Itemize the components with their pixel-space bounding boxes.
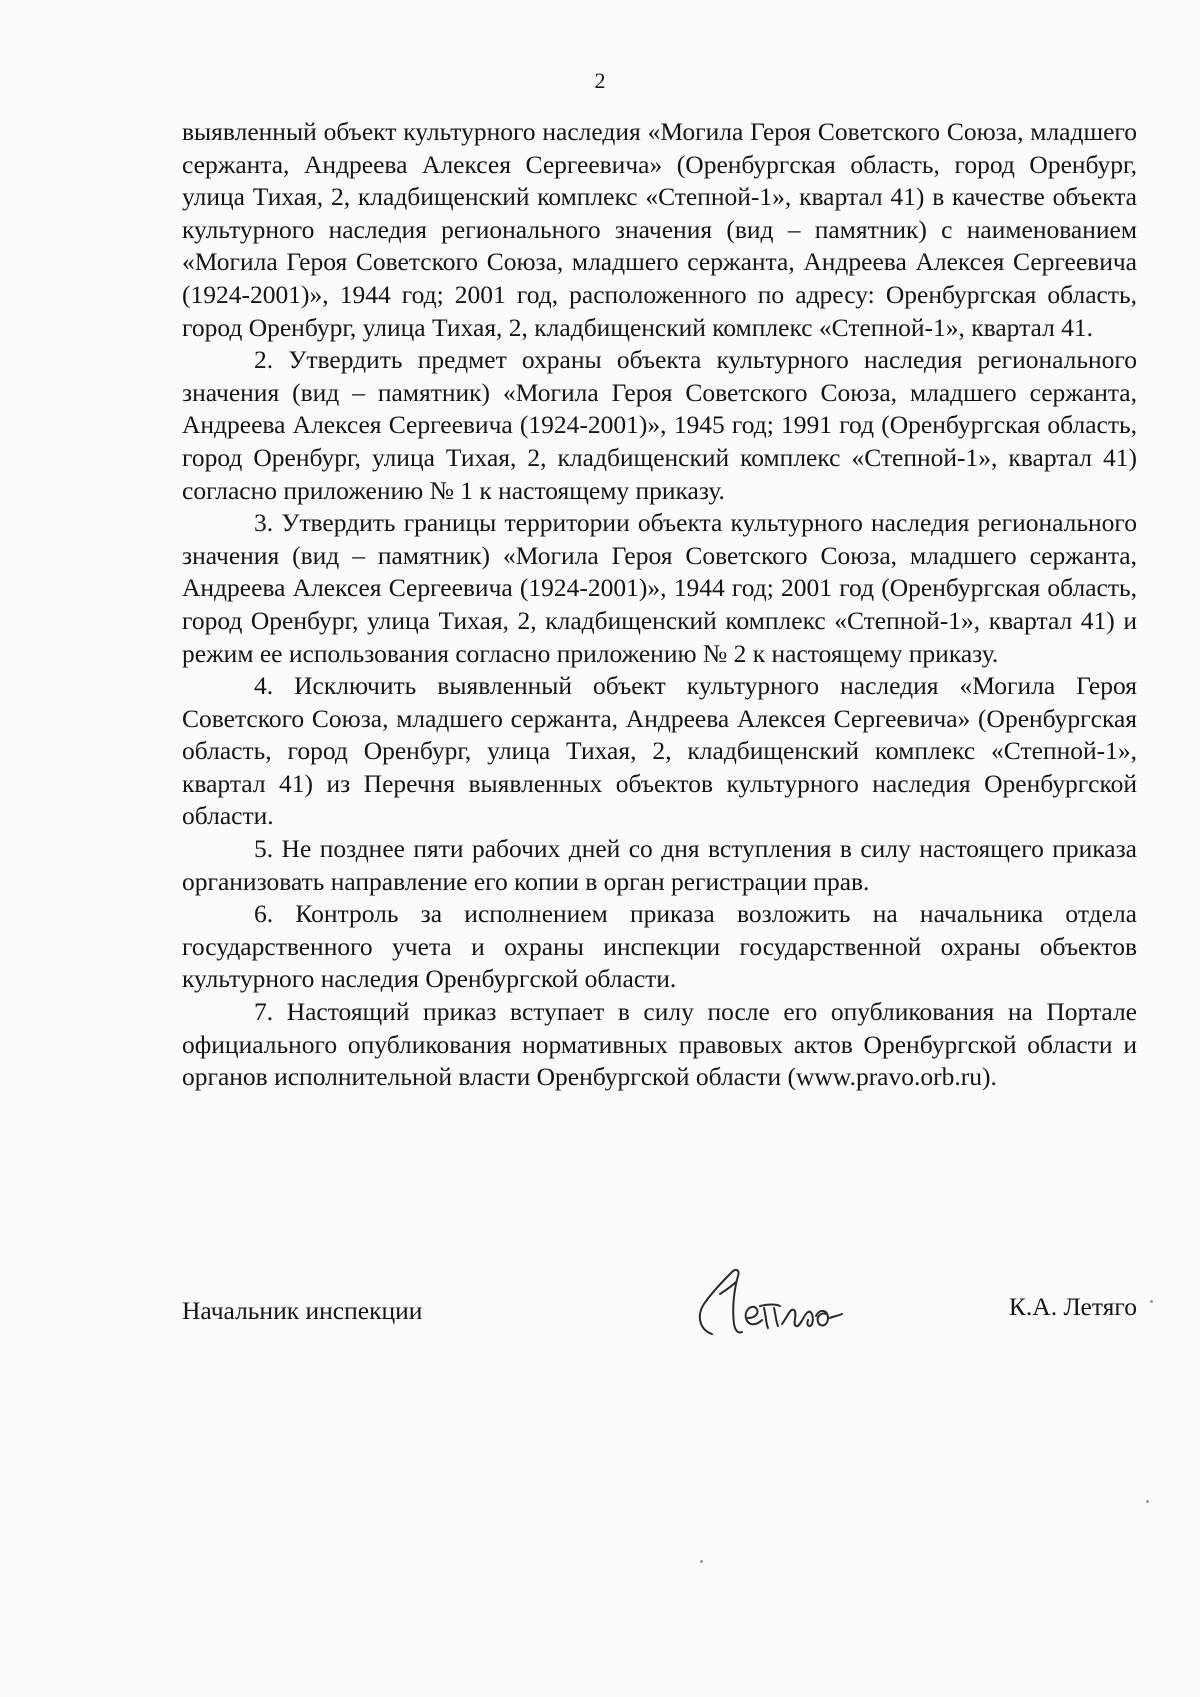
scan-speck [1150, 1300, 1153, 1303]
paragraph-item-6: 6. Контроль за исполнением приказа возложить на начальника отдела государственного учета и охраны инспекции государственной охраны объектов культурного наследия Оренбургской области. [182, 899, 1137, 994]
handwritten-signature [682, 1264, 882, 1344]
paragraph-item-7: 7. Настоящий приказ вступает в силу после его опубликования на Портале официального опубликования нормативных правовых актов Оренбургской области и органов исполнительной власти Оренбургской области (www.pravo.orb.ru). [182, 997, 1137, 1092]
scan-speck [700, 1560, 703, 1563]
paragraph-item-5: 5. Не позднее пяти рабочих дней со дня вступления в силу настоящего приказа организовать направление его копии в орган регистрации прав. [182, 834, 1137, 896]
paragraph-item-4: 4. Исключить выявленный объект культурного наследия «Могила Героя Советского Союза, младшего сержанта, Андреева Алексея Сергеевича» (Оренбургская область, город Оренбург, улица Тихая, 2, кладбищенский комплекс «Степной-1», квартал 41) из Перечня выявленных объектов культурного наследия Оренбургской области. [182, 671, 1137, 831]
paragraph-continuation: выявленный объект культурного наследия «Могила Героя Советского Союза, младшего сержанта, Андреева Алексея Сергеевича» (Оренбургская область, город Оренбург, улица Тихая, 2, кладбищенский комплекс «Степной-1», квартал 41) в качестве объекта культурного наследия регионального значения (вид – памятник) с наименованием «Могила Героя Советского Союза, младшего сержанта, Андреева Алексея Сергеевича (1924-2001)», 1944 год; 2001 год, расположенного по адресу: Оренбургская область, город Оренбург, улица Тихая, 2, кладбищенский комплекс «Степной-1», квартал 41. [182, 117, 1137, 342]
signature-block [182, 1270, 1137, 1350]
paragraph-item-3: 3. Утвердить границы территории объекта культурного наследия регионального значения (вид – памятник) «Могила Героя Советского Союза, младшего сержанта, Андреева Алексея Сергеевича (1924-2001)», 1944 год; 2001 год (Оренбургская область, город Оренбург, улица Тихая, 2, кладбищенский комплекс «Степной-1», квартал 41) и режим ее использования согласно приложению № 2 к настоящему приказу. [182, 508, 1137, 668]
page-number: 2 [594, 68, 606, 93]
document-body [182, 116, 1137, 1094]
signer-name: К.А. Летяго [1008, 1292, 1137, 1321]
paragraph-item-2: 2. Утвердить предмет охраны объекта культурного наследия регионального значения (вид – памятник) «Могила Героя Советского Союза, младшего сержанта, Андреева Алексея Сергеевича (1924-2001)», 1945 год; 1991 год (Оренбургская область, город Оренбург, улица Тихая, 2, кладбищенский комплекс «Степной-1», квартал 41) согласно приложению № 1 к настоящему приказу. [182, 345, 1137, 505]
scan-speck [1146, 1500, 1149, 1503]
signer-position-title: Начальник инспекции [182, 1296, 423, 1325]
